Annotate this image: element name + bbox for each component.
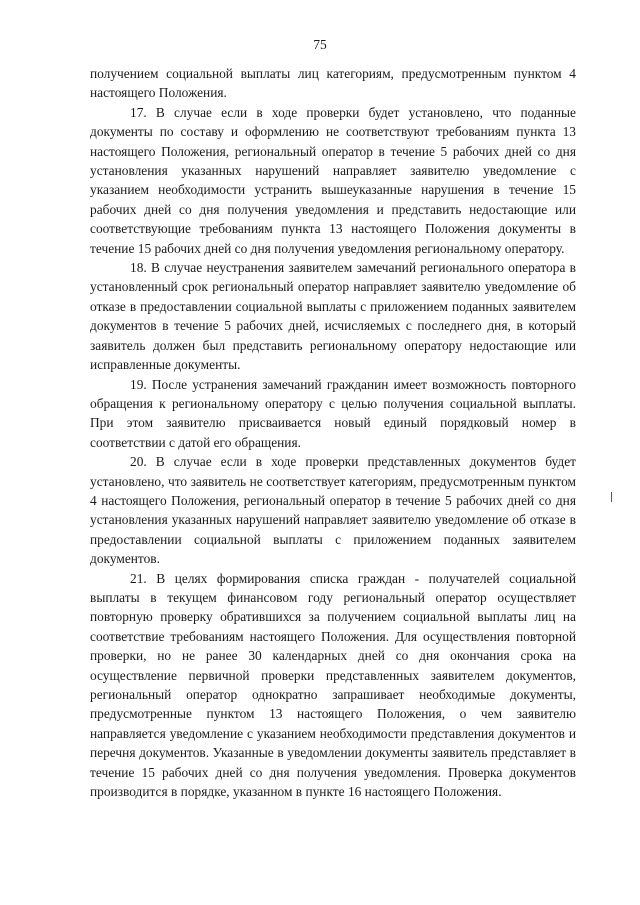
page-body xyxy=(90,64,576,801)
paragraph-17: 17. В случае если в ходе проверки будет установлено, что поданные документы по составу и оформлению не соответствуют требованиям пункта 13 настоящего Положения, региональный оператор в течение 5 рабочих дней со дня установления указанных нарушений направляет заявителю уведомление с указанием необходимости устранить вышеуказанные нарушения в течение 15 рабочих дней со дня получения уведомления и представить недостающие или соответствующие требованиям пункта 13 настоящего Положения документы в течение 15 рабочих дней со дня получения уведомления региональному оператору. xyxy=(90,104,576,256)
scan-margin-mark xyxy=(611,492,612,502)
paragraph-continuation: получением социальной выплаты лиц категориям, предусмотренным пунктом 4 настоящего Положения. xyxy=(90,66,576,101)
paragraph-20: 20. В случае если в ходе проверки представленных документов будет установлено, что заявитель не соответствует категориям, предусмотренным пунктом 4 настоящего Положения, региональный оператор в течение 5 рабочих дней со дня установления указанных нарушений направляет заявителю уведомление об отказе в предоставлении социальной выплаты с приложением поданных заявителем документов. xyxy=(90,454,576,567)
paragraph-18: 18. В случае неустранения заявителем замечаний регионального оператора в установленный срок региональный оператор направляет заявителю уведомление об отказе в предоставлении социальной выплаты с приложением поданных заявителем документов в течение 5 рабочих дней, исчисляемых с последнего дня, в который заявитель должен был представить региональному оператору недостающие или исправленные документы. xyxy=(90,260,576,373)
paragraph-21: 21. В целях формирования списка граждан - получателей социальной выплаты в текущем финансовом году региональный оператор осуществляет повторную проверку обратившихся за получением социальной выплаты лиц на соответствие требованиям настоящего Положения. Для осуществления повторной проверки, но не ранее 30 календарных дней со дня окончания срока на осуществление первичной проверки представленных заявителем документов, региональный оператор однократно запрашивает необходимые документы, предусмотренные пунктом 13 настоящего Положения, о чем заявителю направляется уведомление с указанием необходимости представления документов и перечня документов. Указанные в уведомлении документы заявитель представляет в течение 15 рабочих дней со дня получения уведомления. Проверка документов производится в порядке, указанном в пункте 16 настоящего Положения. xyxy=(90,570,576,800)
paragraph-19: 19. После устранения замечаний гражданин имеет возможность повторного обращения к региональному оператору с целью получения социальной выплаты. При этом заявителю присваивается новый единый порядковый номер в соответствии с датой его обращения. xyxy=(90,376,576,450)
page-number: 75 xyxy=(313,37,327,52)
